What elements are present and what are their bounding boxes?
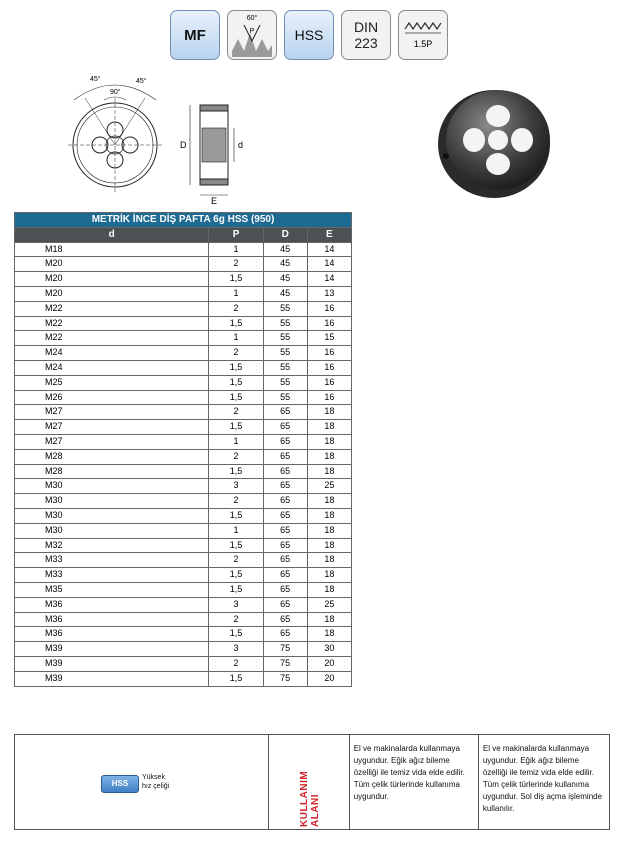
cell-p: 1 bbox=[209, 331, 263, 346]
cell-d: M18 bbox=[15, 242, 209, 257]
table-row bbox=[15, 316, 352, 331]
header-p: P bbox=[209, 227, 263, 242]
cell-E: 16 bbox=[307, 346, 351, 361]
cell-d: M39 bbox=[15, 671, 209, 686]
cell-d: M24 bbox=[15, 346, 209, 361]
cell-E: 18 bbox=[307, 627, 351, 642]
cell-p: 1,5 bbox=[209, 538, 263, 553]
cell-D: 65 bbox=[263, 597, 307, 612]
cell-d: M35 bbox=[15, 582, 209, 597]
cell-D: 45 bbox=[263, 286, 307, 301]
cell-d: M22 bbox=[15, 331, 209, 346]
table-row bbox=[15, 257, 352, 272]
table-row bbox=[15, 301, 352, 316]
table-title-row bbox=[15, 213, 352, 228]
hss-badge bbox=[284, 10, 334, 60]
cell-p: 2 bbox=[209, 257, 263, 272]
cell-p: 1,5 bbox=[209, 582, 263, 597]
table-row bbox=[15, 464, 352, 479]
cell-D: 75 bbox=[263, 642, 307, 657]
cell-p: 2 bbox=[209, 656, 263, 671]
cell-d: M25 bbox=[15, 375, 209, 390]
table-row bbox=[15, 360, 352, 375]
usage-area-cell bbox=[269, 735, 349, 829]
usage-text-1: El ve makinalarda kullanmaya uygundur. Eğik ağız bileme özelliği ile temiz vida elde edilir. Tüm çelik türlerinde kullanıma uygundur. bbox=[350, 735, 479, 829]
cell-d: M30 bbox=[15, 494, 209, 509]
thread-angle-label: 60° bbox=[246, 15, 258, 22]
cell-d: M20 bbox=[15, 272, 209, 287]
spec-table bbox=[14, 212, 352, 687]
dimension-E-label: E bbox=[211, 196, 218, 206]
cell-d: M22 bbox=[15, 316, 209, 331]
table-row bbox=[15, 538, 352, 553]
cell-p: 2 bbox=[209, 301, 263, 316]
cell-D: 65 bbox=[263, 508, 307, 523]
table-header-row bbox=[15, 227, 352, 242]
cell-D: 65 bbox=[263, 553, 307, 568]
cell-D: 65 bbox=[263, 420, 307, 435]
cell-E: 14 bbox=[307, 257, 351, 272]
table-row bbox=[15, 449, 352, 464]
table-row bbox=[15, 405, 352, 420]
cell-p: 1,5 bbox=[209, 464, 263, 479]
cell-E: 18 bbox=[307, 449, 351, 464]
cell-p: 1 bbox=[209, 286, 263, 301]
cell-D: 65 bbox=[263, 434, 307, 449]
cell-p: 1,5 bbox=[209, 375, 263, 390]
cell-E: 18 bbox=[307, 568, 351, 583]
table-row bbox=[15, 656, 352, 671]
cell-d: M28 bbox=[15, 464, 209, 479]
cell-D: 55 bbox=[263, 301, 307, 316]
cell-E: 30 bbox=[307, 642, 351, 657]
cell-d: M32 bbox=[15, 538, 209, 553]
cell-p: 1,5 bbox=[209, 671, 263, 686]
cell-d: M28 bbox=[15, 449, 209, 464]
cell-p: 1,5 bbox=[209, 390, 263, 405]
cell-E: 25 bbox=[307, 597, 351, 612]
cell-E: 16 bbox=[307, 390, 351, 405]
table-row bbox=[15, 494, 352, 509]
table-row bbox=[15, 479, 352, 494]
cell-d: M36 bbox=[15, 612, 209, 627]
cell-d: M27 bbox=[15, 420, 209, 435]
cell-D: 45 bbox=[263, 242, 307, 257]
table-row bbox=[15, 434, 352, 449]
thread-profile-icon bbox=[228, 11, 276, 59]
cell-D: 45 bbox=[263, 272, 307, 287]
cell-E: 15 bbox=[307, 331, 351, 346]
table-row bbox=[15, 612, 352, 627]
cell-E: 18 bbox=[307, 434, 351, 449]
cell-D: 55 bbox=[263, 316, 307, 331]
cell-d: M39 bbox=[15, 656, 209, 671]
cell-E: 13 bbox=[307, 286, 351, 301]
cell-E: 18 bbox=[307, 582, 351, 597]
mf-badge-label: MF bbox=[184, 26, 206, 44]
cell-p: 3 bbox=[209, 479, 263, 494]
usage-footer bbox=[14, 734, 610, 830]
cell-p: 1,5 bbox=[209, 420, 263, 435]
din-badge bbox=[341, 10, 391, 60]
table-row bbox=[15, 627, 352, 642]
cell-E: 18 bbox=[307, 612, 351, 627]
cell-p: 1,5 bbox=[209, 568, 263, 583]
thread-pitch-icon bbox=[399, 11, 447, 59]
table-row bbox=[15, 597, 352, 612]
cell-d: M27 bbox=[15, 405, 209, 420]
cell-d: M30 bbox=[15, 523, 209, 538]
cell-D: 75 bbox=[263, 671, 307, 686]
cell-p: 2 bbox=[209, 612, 263, 627]
table-row bbox=[15, 523, 352, 538]
din-line2: 223 bbox=[354, 35, 378, 51]
cell-d: M33 bbox=[15, 568, 209, 583]
pitch-letter-label: P bbox=[249, 28, 255, 35]
cell-p: 3 bbox=[209, 642, 263, 657]
cell-E: 18 bbox=[307, 420, 351, 435]
cell-p: 2 bbox=[209, 494, 263, 509]
cell-E: 18 bbox=[307, 523, 351, 538]
cell-E: 14 bbox=[307, 272, 351, 287]
cell-d: M24 bbox=[15, 360, 209, 375]
table-row bbox=[15, 671, 352, 686]
cell-E: 16 bbox=[307, 360, 351, 375]
cell-p: 2 bbox=[209, 553, 263, 568]
cell-D: 45 bbox=[263, 257, 307, 272]
cell-E: 20 bbox=[307, 671, 351, 686]
table-row bbox=[15, 508, 352, 523]
cell-D: 55 bbox=[263, 390, 307, 405]
cell-p: 3 bbox=[209, 597, 263, 612]
pitch-badge bbox=[398, 10, 448, 60]
table-row bbox=[15, 390, 352, 405]
cell-D: 55 bbox=[263, 360, 307, 375]
hss-badge-label: HSS bbox=[294, 27, 324, 43]
cell-E: 18 bbox=[307, 553, 351, 568]
cell-D: 65 bbox=[263, 612, 307, 627]
cell-D: 55 bbox=[263, 331, 307, 346]
thread-angle-badge bbox=[227, 10, 277, 60]
angle-right-label: 45° bbox=[136, 78, 147, 85]
cell-p: 1 bbox=[209, 523, 263, 538]
cell-d: M27 bbox=[15, 434, 209, 449]
cell-D: 65 bbox=[263, 568, 307, 583]
cell-E: 14 bbox=[307, 242, 351, 257]
dimension-d-label: d bbox=[238, 140, 244, 150]
din-line1: DIN bbox=[353, 19, 379, 35]
hss-description bbox=[142, 773, 169, 791]
usage-area-label: KULLANIM ALANI bbox=[299, 770, 322, 827]
table-row bbox=[15, 375, 352, 390]
angle-center-label: 90° bbox=[110, 89, 121, 96]
header-d: d bbox=[15, 227, 209, 242]
table-row bbox=[15, 272, 352, 287]
cell-E: 16 bbox=[307, 316, 351, 331]
cell-D: 65 bbox=[263, 582, 307, 597]
cell-p: 1,5 bbox=[209, 508, 263, 523]
cell-D: 65 bbox=[263, 479, 307, 494]
cell-E: 18 bbox=[307, 494, 351, 509]
cell-p: 1 bbox=[209, 434, 263, 449]
cell-E: 16 bbox=[307, 375, 351, 390]
cell-D: 65 bbox=[263, 405, 307, 420]
cell-p: 2 bbox=[209, 346, 263, 361]
usage-text-2: El ve makinalarda kullanmaya uygundur. Eğik ağız bileme özelliği ile temiz vida elde edilir. Tüm çelik türlerinde kullanıma uygundur. Sol diş açma işleminde kullanılır. bbox=[482, 744, 603, 813]
cell-p: 1,5 bbox=[209, 272, 263, 287]
header-E: E bbox=[307, 227, 351, 242]
cell-E: 18 bbox=[307, 405, 351, 420]
dimension-D-label: D bbox=[180, 140, 187, 150]
cell-p: 1,5 bbox=[209, 316, 263, 331]
cell-E: 18 bbox=[307, 508, 351, 523]
header-D: D bbox=[263, 227, 307, 242]
cell-d: M30 bbox=[15, 508, 209, 523]
cell-D: 65 bbox=[263, 523, 307, 538]
cell-D: 55 bbox=[263, 375, 307, 390]
die-product-photo bbox=[432, 78, 562, 208]
cell-E: 20 bbox=[307, 656, 351, 671]
cell-p: 2 bbox=[209, 405, 263, 420]
table-row bbox=[15, 553, 352, 568]
hss-desc-line2: hız çeliği bbox=[142, 783, 170, 790]
table-row bbox=[15, 242, 352, 257]
cell-d: M26 bbox=[15, 390, 209, 405]
cell-d: M36 bbox=[15, 597, 209, 612]
table-row bbox=[15, 642, 352, 657]
feature-badges bbox=[170, 10, 448, 60]
cell-p: 2 bbox=[209, 449, 263, 464]
cell-d: M30 bbox=[15, 479, 209, 494]
cell-p: 1,5 bbox=[209, 627, 263, 642]
angle-left-label: 45° bbox=[90, 76, 101, 83]
cell-p: 1,5 bbox=[209, 360, 263, 375]
cell-d: M20 bbox=[15, 257, 209, 272]
mf-badge bbox=[170, 10, 220, 60]
cell-p: 1 bbox=[209, 242, 263, 257]
hss-legend bbox=[15, 735, 269, 829]
cell-d: M36 bbox=[15, 627, 209, 642]
cell-E: 25 bbox=[307, 479, 351, 494]
table-row bbox=[15, 286, 352, 301]
cell-d: M33 bbox=[15, 553, 209, 568]
table-row bbox=[15, 346, 352, 361]
cell-E: 16 bbox=[307, 301, 351, 316]
cell-E: 18 bbox=[307, 464, 351, 479]
cell-D: 65 bbox=[263, 538, 307, 553]
hss-desc-line1: Yüksek bbox=[142, 774, 165, 781]
hss-chip: HSS bbox=[101, 775, 139, 793]
cell-D: 55 bbox=[263, 346, 307, 361]
cell-D: 65 bbox=[263, 627, 307, 642]
die-technical-drawing bbox=[60, 70, 260, 210]
table-row bbox=[15, 568, 352, 583]
cell-D: 65 bbox=[263, 464, 307, 479]
table-row bbox=[15, 331, 352, 346]
cell-D: 75 bbox=[263, 656, 307, 671]
cell-d: M20 bbox=[15, 286, 209, 301]
table-title: METRİK İNCE DİŞ PAFTA 6g HSS (950) bbox=[15, 213, 352, 228]
cell-E: 18 bbox=[307, 538, 351, 553]
cell-d: M39 bbox=[15, 642, 209, 657]
cell-d: M22 bbox=[15, 301, 209, 316]
table-row bbox=[15, 582, 352, 597]
cell-D: 65 bbox=[263, 449, 307, 464]
thread-pitch-label: 1.5P bbox=[413, 39, 433, 49]
cell-D: 65 bbox=[263, 494, 307, 509]
table-row bbox=[15, 420, 352, 435]
